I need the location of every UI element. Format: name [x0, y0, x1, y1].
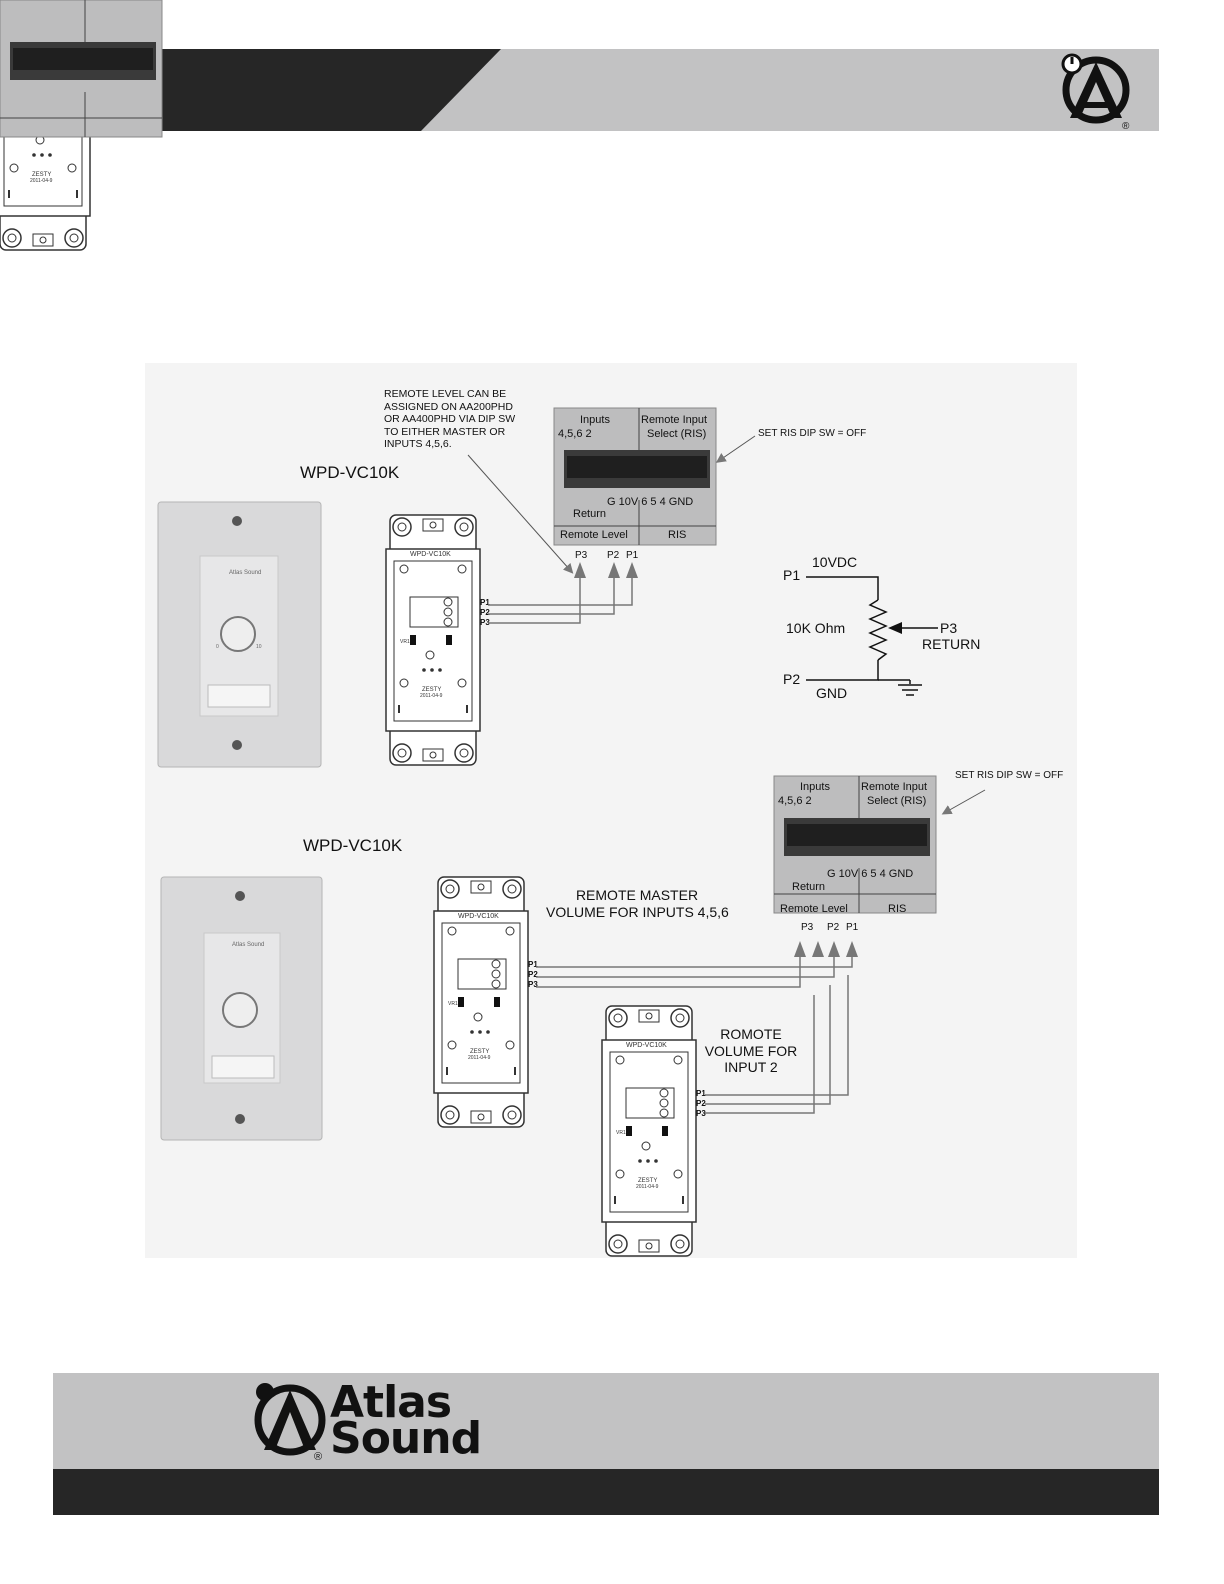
footer-band — [53, 1373, 1159, 1469]
svg-text:2011-04-9: 2011-04-9 — [30, 178, 53, 184]
svg-text:ZESTY: ZESTY — [32, 172, 52, 178]
svg-text:Inputs: Inputs — [800, 781, 830, 793]
svg-text:®: ® — [314, 1451, 323, 1462]
wordmark-atlas: Atlas — [330, 1377, 452, 1428]
svg-text:0: 0 — [216, 644, 219, 650]
amplifier-connector-block — [0, 0, 162, 137]
svg-text:GND: GND — [816, 685, 848, 701]
svg-text:10VDC: 10VDC — [812, 554, 858, 570]
diagram2-arrowheads — [794, 941, 858, 957]
svg-text:RIS: RIS — [888, 903, 907, 915]
wordmark-sound: Sound — [330, 1413, 482, 1464]
svg-text:10K Ohm: 10K Ohm — [786, 620, 846, 636]
wallplate-photo-1 — [158, 502, 321, 767]
svg-text:Select (RIS): Select (RIS) — [647, 428, 707, 440]
atlas-sound-wordmark — [330, 1377, 482, 1464]
svg-text:P2: P2 — [607, 550, 620, 561]
remote-master-label: REMOTE MASTER VOLUME FOR INPUTS 4,5,6 — [546, 887, 729, 920]
potentiometer-schematic — [806, 577, 938, 695]
wallplate-photo-2 — [161, 877, 322, 1140]
svg-text:P3: P3 — [940, 620, 958, 636]
svg-text:RETURN: RETURN — [922, 636, 981, 652]
svg-text:Return: Return — [792, 881, 826, 893]
set-ris-note-1: SET RIS DIP SW = OFF — [758, 428, 867, 439]
volume-control-pcb-2 — [434, 877, 538, 1127]
svg-text:P1: P1 — [626, 550, 639, 561]
atlas-sound-footer-logo-icon — [248, 1380, 332, 1462]
svg-text:P1: P1 — [846, 922, 859, 933]
svg-text:P2: P2 — [827, 922, 840, 933]
svg-text:4,5,6 2: 4,5,6 2 — [778, 795, 812, 807]
svg-text:G 10V 6 5 4 GND: G 10V 6 5 4 GND — [607, 496, 694, 508]
model-label-2: WPD-VC10K — [303, 836, 403, 855]
volume-control-pcb-1 — [386, 515, 490, 765]
svg-text:P1: P1 — [783, 567, 801, 583]
svg-text:Remote Input: Remote Input — [641, 414, 708, 426]
volume-control-pcb-3 — [602, 1006, 706, 1256]
model-label-1: WPD-VC10K — [300, 463, 400, 482]
svg-text:Remote Level: Remote Level — [780, 903, 848, 915]
svg-text:10: 10 — [256, 644, 262, 650]
svg-text:Remote Level: Remote Level — [560, 529, 628, 541]
svg-text:Select (RIS): Select (RIS) — [867, 795, 927, 807]
svg-text:G 10V 6 5 4 GND: G 10V 6 5 4 GND — [827, 868, 914, 880]
remote-input2-label: ROMOTE VOLUME FOR INPUT 2 — [704, 1026, 798, 1075]
diagram1-arrowheads — [574, 562, 638, 578]
svg-text:Remote Input: Remote Input — [861, 781, 928, 793]
svg-text:P2: P2 — [783, 671, 801, 687]
svg-text:4,5,6 2: 4,5,6 2 — [558, 428, 592, 440]
footer-dark-band — [53, 1469, 1159, 1515]
svg-text:P3: P3 — [801, 922, 814, 933]
svg-text:Atlas Sound: Atlas Sound — [232, 942, 265, 948]
svg-text:P3: P3 — [575, 550, 588, 561]
svg-text:Return: Return — [573, 508, 607, 520]
set-ris-note-2: SET RIS DIP SW = OFF — [955, 770, 1064, 781]
svg-text:Atlas Sound: Atlas Sound — [229, 570, 262, 576]
svg-text:RIS: RIS — [668, 529, 687, 541]
svg-text:®: ® — [1122, 121, 1130, 132]
svg-text:Inputs: Inputs — [580, 414, 610, 426]
remote-level-note: REMOTE LEVEL CAN BE ASSIGNED ON AA200PHD OR AA400PHD VIA DIP SW TO EITHER MASTER OR INPUTS 4,5,6. — [384, 388, 516, 450]
